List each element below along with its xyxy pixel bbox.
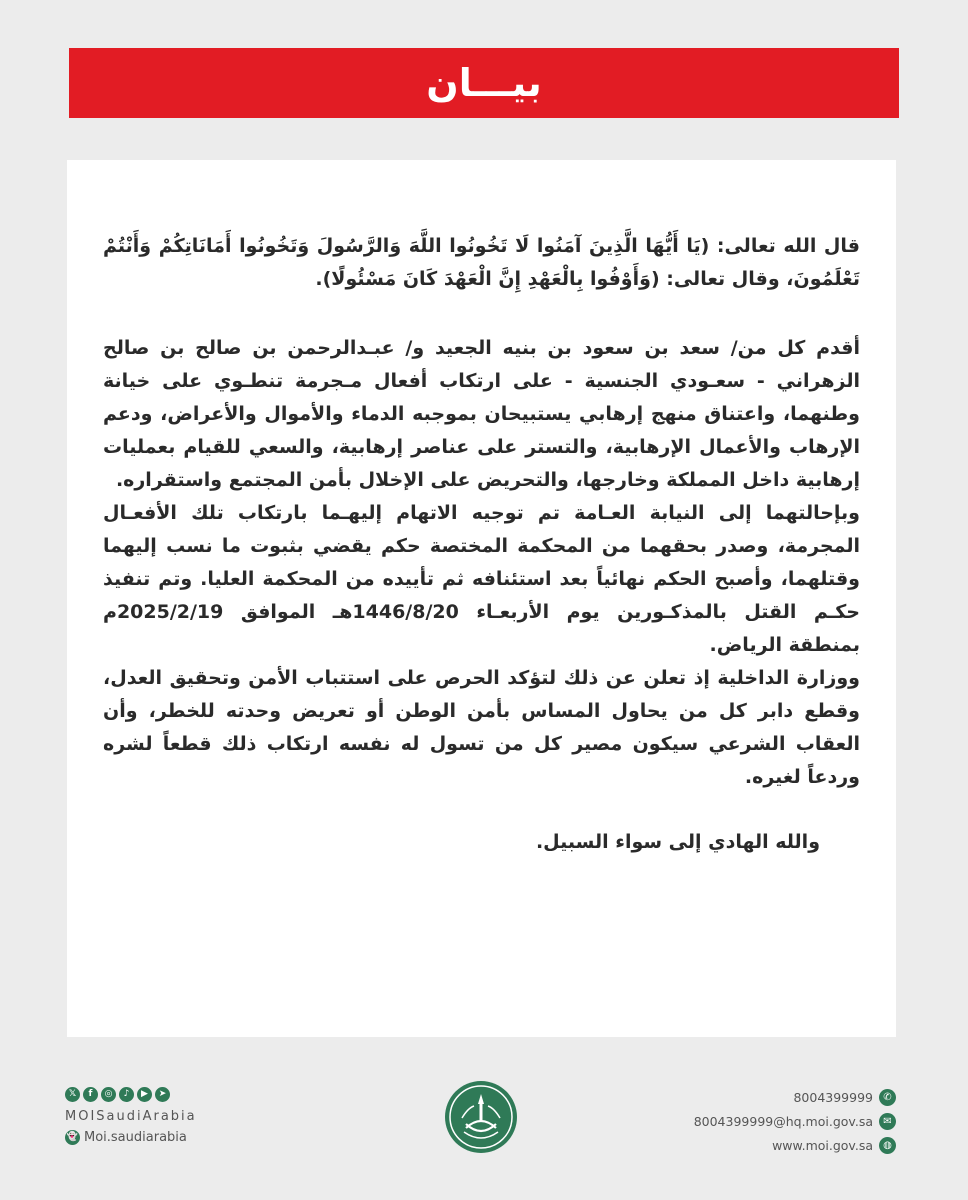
youtube-icon[interactable]: ▶ bbox=[137, 1087, 152, 1102]
email-row bbox=[694, 1110, 896, 1132]
telegram-icon[interactable]: ➤ bbox=[155, 1087, 170, 1102]
x-icon[interactable]: 𝕏 bbox=[65, 1087, 80, 1102]
snapchat-handle: Moi.saudiarabia bbox=[84, 1130, 187, 1145]
closing-line: والله الهادي إلى سواء السبيل. bbox=[535, 831, 820, 853]
quran-verse: قال الله تعالى: (يَا أَيُّهَا الَّذِينَ آمَنُوا لَا تَخُونُوا اللَّهَ وَالرَّسُولَ وَتَخُونُوا أَمَانَاتِكُمْ وَأَنْتُمْ تَعْلَمُونَ، وقال تعالى: (وَأَوْفُوا بِالْعَهْدِ إِنَّ الْعَهْدَ كَانَ مَسْئُولًا). bbox=[103, 235, 860, 290]
contact-info bbox=[694, 1086, 896, 1158]
statement-card bbox=[67, 160, 896, 1037]
facebook-icon[interactable]: f bbox=[83, 1087, 98, 1102]
ministry-emblem-icon bbox=[444, 1080, 518, 1154]
tiktok-icon[interactable]: ♪ bbox=[119, 1087, 134, 1102]
footer bbox=[0, 1080, 968, 1160]
paragraph-announcement: ووزارة الداخلية إذ تعلن عن ذلك لتؤكد الحرص على استتباب الأمن وتحقيق العدل، وقطع دابر كل من يحاول المساس بأمن الوطن أو تعريض وحدته للخطر، وأن العقاب الشرعي سيكون مصير كل من تسول له نفسه ارتكاب ذلك قطعاً لشره وردعاً لغيره. bbox=[103, 667, 860, 788]
snapchat-icon[interactable]: 👻 bbox=[65, 1130, 80, 1145]
phone-row bbox=[694, 1086, 896, 1108]
statement-body bbox=[103, 230, 860, 859]
social-icons bbox=[65, 1087, 170, 1102]
social-handle: MOISaudiArabia bbox=[65, 1109, 197, 1124]
page-title: بيـــان bbox=[426, 61, 542, 105]
mail-icon: ✉ bbox=[879, 1113, 896, 1130]
paragraph-verdict: وبإحالتهما إلى النيابة العـامة تم توجيه الاتهام إليهـما بارتكاب تلك الأفعـال المجرمة، وصدر بحقهما من المحكمة المختصة حكم يقضي بثبوت ما نسب إليهما وقتلهما، وأصبح الحكم نهائياً بعد استئنافه ثم تأييده من المحكمة العليا. وتم تنفيذ حكـم القتل بالمذكـورين يوم الأربعـاء 1446/8/20هـ الموافق 2025/2/19م بمنطقة الرياض. bbox=[103, 502, 860, 656]
phone-number[interactable]: 8004399999 bbox=[793, 1089, 873, 1105]
instagram-icon[interactable]: ◎ bbox=[101, 1087, 116, 1102]
website-link[interactable]: www.moi.gov.sa bbox=[772, 1137, 873, 1153]
email-address[interactable]: 8004399999@hq.moi.gov.sa bbox=[693, 1113, 873, 1129]
paragraph-accusation: أقدم كل من/ سعد بن سعود بن بنيه الجعيد و/ عبـدالرحمن بن صالح بن صالح الزهراني - سعـودي الجنسية - على ارتكاب أفعال مـجرمة تنطـوي على خيانة وطنهما، واعتناق منهج إرهابي يستبيحان بموجبه الدماء والأموال والأعراض، ودعم الإرهاب والأعمال الإرهابية، والتستر على عناصر إرهابية، والسعي للقيام بعمليات إرهابية داخل المملكة وخارجها، والتحريض على الإخلال بأمن المجتمع واستقراره. bbox=[103, 337, 860, 491]
header-banner bbox=[69, 48, 899, 118]
website-row bbox=[694, 1134, 896, 1156]
phone-icon: ✆ bbox=[879, 1089, 896, 1106]
globe-icon: ◍ bbox=[879, 1137, 896, 1154]
snapchat-row bbox=[65, 1130, 187, 1145]
